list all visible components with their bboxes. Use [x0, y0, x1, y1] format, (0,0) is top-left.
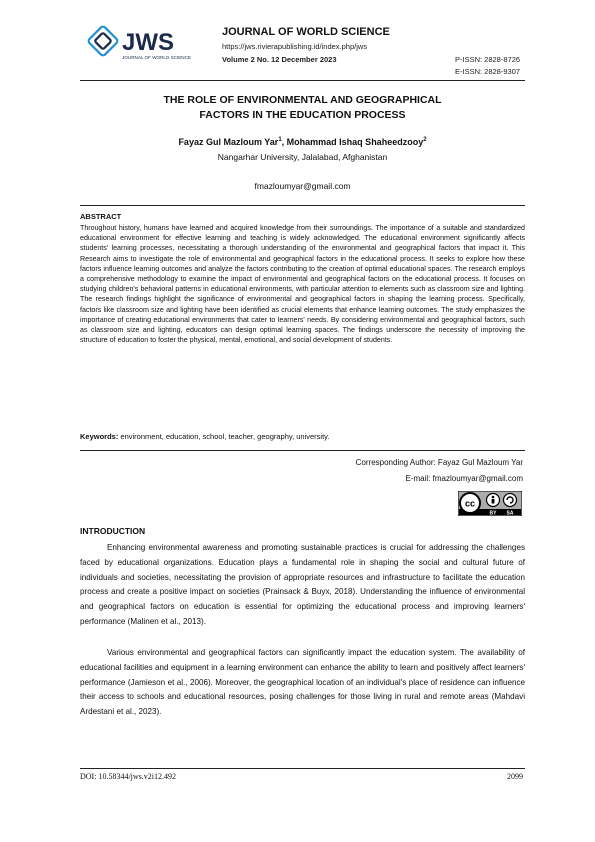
abstract-text: Throughout history, humans have learned and acquired knowledge from their surroundings. The importance of a suitable and standardized educational environment for effective learning and teaching is widely acknowledged. The educational environment significantly affects students' learning processes, necessitating a thorough understanding of the environmental and geographical factors that impact it. This Research aims to investigate the role of environmental and geographical factors in the educational process. It seeks to explore how these factors influence learning outcomes and analyze the factors contributing to the creation of optimal educational spaces. The research employs a comprehensive methodology to examine the impact of environmental and geographical factors on the educational process. It focuses on studying children's behavioral patterns in educational environments, with particular attention to elements such as classroom size and lighting. The research findings highlight the significance of environmental and geographical factors in shaping the learning process. Specifically, factors like classroom size and lighting have been identified as crucial elements that enhance learning outcomes. The study emphasizes the importance of creating educational environments that cater to learners' needs. By considering environmental and geographical factors, such as classroom size and lighting, educators can design optimal learning spaces. The findings underscore the necessity of improving the structure of education to foster the physical, mental, emotional, and social development of students. [80, 224, 525, 345]
author-1-affil: 1 [278, 137, 282, 143]
cc-by-label: BY [489, 510, 497, 516]
logo-text: JWS [122, 29, 175, 56]
introduction-paragraph-2: Various environmental and geographical factors can significantly impact the education system. The availability of educational facilities and equipment in a learning environment can enhance the ability to learn and positively affect learners' performance (Jamieson et al., 2006). Moreover, the geographical location of an individual's place of residence can influence their access to schools and educational resources, posing challenges for those living in rural and remote areas (Mahdavi Ardestani et al., 2023). [80, 648, 525, 717]
footer-divider [80, 768, 525, 769]
svg-text:cc: cc [464, 498, 476, 509]
cc-sa-label: SA [506, 510, 514, 516]
title-line-1: THE ROLE OF ENVIRONMENTAL AND GEOGRAPHICAL [163, 94, 442, 106]
affiliation: Nangarhar University, Jalalabad, Afghanistan [217, 152, 388, 162]
author-separator: , [281, 137, 287, 147]
header-divider [80, 80, 525, 81]
abstract-bottom-divider [80, 450, 525, 451]
keywords-list: environment, education, school, teacher, geography, university. [118, 432, 330, 441]
doi[interactable]: DOI: 10.58344/jws.v2i12.492 [80, 772, 176, 781]
author-2: Mohammad Ishaq Shaheedzooy [286, 137, 424, 147]
journal-title: JOURNAL OF WORLD SCIENCE [222, 26, 390, 38]
journal-volume: Volume 2 No. 12 December 2023 [222, 55, 337, 64]
author-2-affil: 2 [423, 137, 427, 143]
corresponding-author: Corresponding Author: Fayaz Gul Mazloum Yar [355, 458, 523, 467]
article-title [80, 93, 525, 123]
author-1: Fayaz Gul Mazloum Yar [178, 137, 279, 147]
introduction-paragraph-1: Enhancing environmental awareness and promoting sustainable practices is crucial for addressing the challenges faced by educational organizations. Education plays a fundamental role in shaping the social and cultural future of individuals and societies, necessitating the provision of appropriate resources and infrastructure to facilitate the education process and create a positive impact on societies (Prainsack & Buyx, 2018). Understanding the influence of environmental and geographical factors on education is essential for optimizing the educational process and improving learners' performance (Malinen et al., 2013). [80, 543, 525, 626]
journal-url[interactable]: https://jws.rivierapublishing.id/index.php/jws [222, 42, 368, 51]
page-number: 2099 [507, 772, 523, 781]
journal-logo [86, 22, 218, 66]
introduction-heading: INTRODUCTION [80, 526, 146, 536]
p-issn: P-ISSN: 2828-8726 [455, 55, 521, 64]
cc-by-sa-icon [458, 491, 522, 516]
keywords-label: Keywords: [80, 432, 119, 441]
author-list [80, 137, 525, 147]
abstract-top-divider [80, 205, 525, 206]
keywords [80, 432, 525, 441]
e-issn: E-ISSN: 2828-9307 [455, 67, 521, 76]
abstract-heading: ABSTRACT [80, 212, 122, 221]
logo-subtext: JOURNAL OF WORLD SCIENCE [122, 55, 191, 60]
author-email[interactable]: fmazloumyar@gmail.com [254, 181, 351, 191]
title-line-2: FACTORS IN THE EDUCATION PROCESS [199, 109, 406, 121]
corresponding-email[interactable]: E-mail: fmazloumyar@gmail.com [405, 474, 523, 483]
